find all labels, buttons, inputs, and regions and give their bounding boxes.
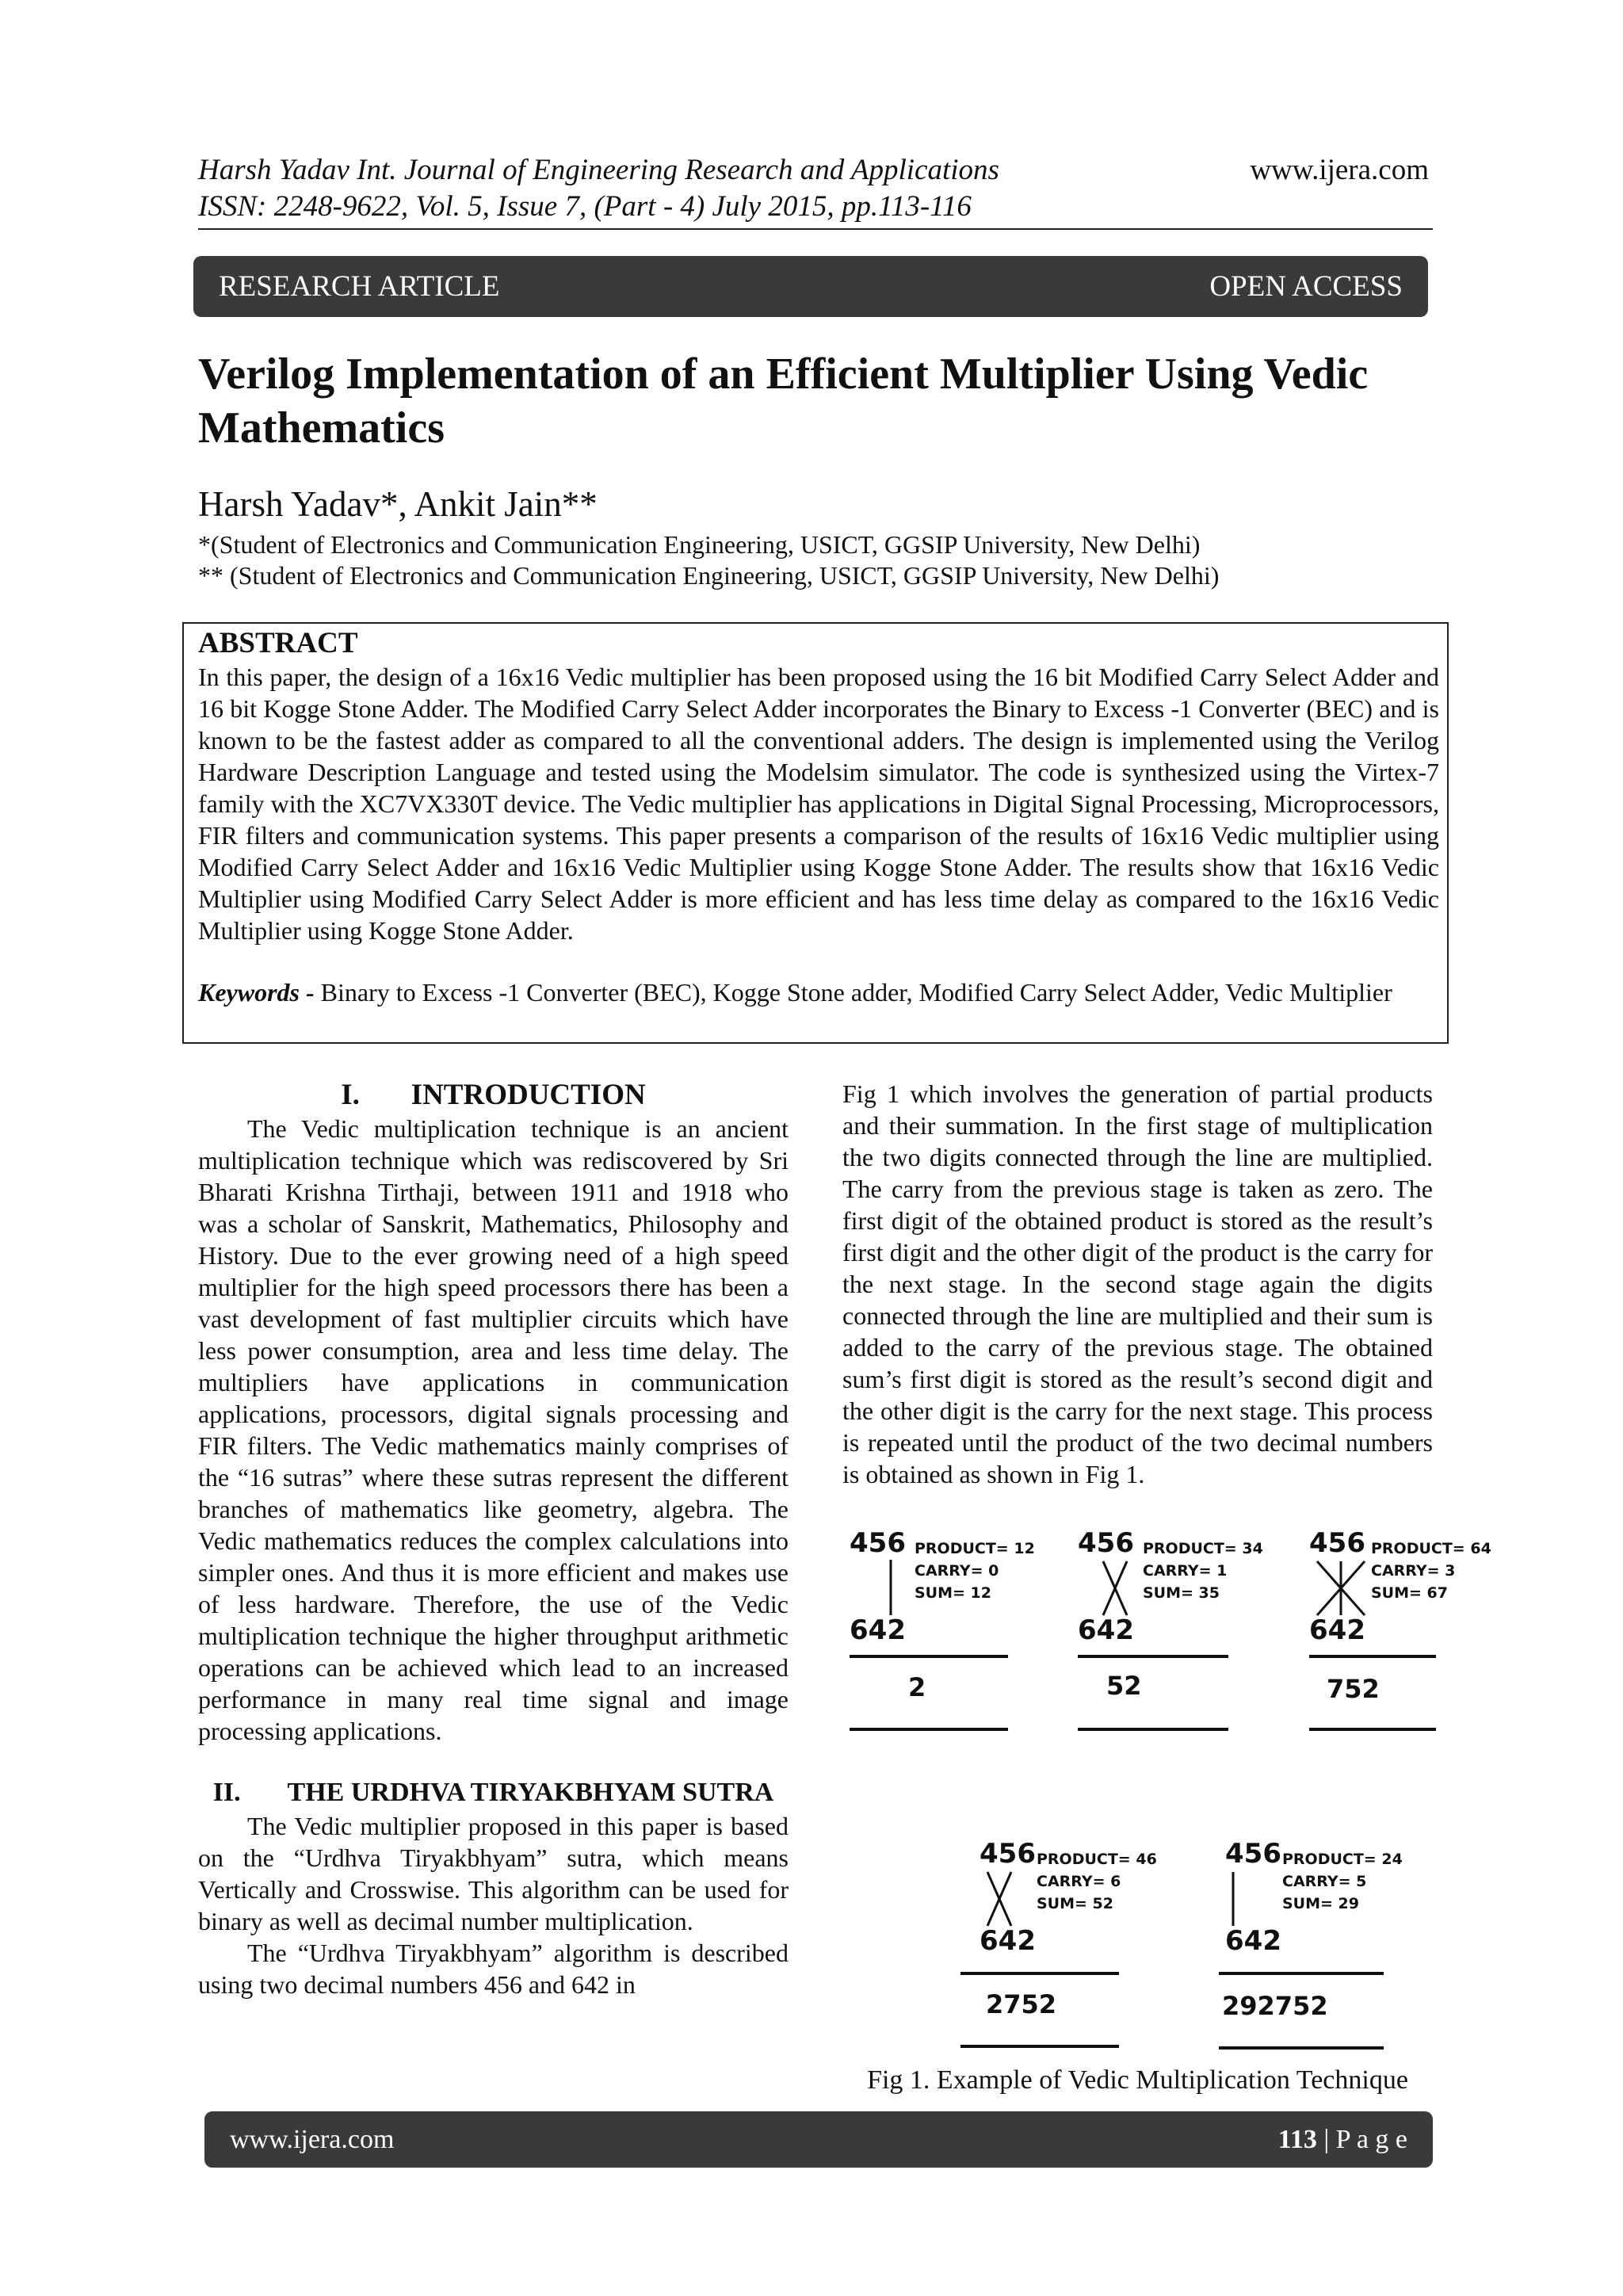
stage-4-sum: SUM= 52	[1037, 1895, 1113, 1912]
section-2-title: THE URDHVA TIRYAKBHYAM SUTRA	[287, 1778, 774, 1807]
authors: Harsh Yadav*, Ankit Jain**	[198, 484, 598, 524]
stage-2-product: PRODUCT= 34	[1143, 1540, 1263, 1557]
stage-4-top-number: 456	[980, 1838, 1036, 1870]
figure-stage-4	[960, 1838, 1157, 2046]
keywords	[198, 976, 1439, 1008]
stage-2-sum: SUM= 35	[1143, 1584, 1220, 1602]
journal-line-1: Harsh Yadav Int. Journal of Engineering Research and Applications	[198, 154, 999, 186]
stage-4-carry: CARRY= 6	[1037, 1873, 1121, 1890]
stage-1-top-number: 456	[850, 1527, 906, 1559]
left-column	[198, 1078, 789, 2000]
right-column	[842, 1078, 1433, 1490]
section-1-heading	[198, 1078, 789, 1113]
stage-5-result: 292752	[1222, 1991, 1328, 2021]
section-2-heading	[198, 1775, 789, 1810]
stage-5-sum: SUM= 29	[1282, 1895, 1359, 1912]
abstract-heading: ABSTRACT	[198, 627, 358, 659]
footer-page-number: 113	[1277, 2124, 1317, 2154]
stage-2-carry: CARRY= 1	[1143, 1562, 1228, 1580]
figure-stage-5	[1219, 1838, 1403, 2048]
footer-page-label: | P a g e	[1323, 2124, 1407, 2154]
stage-3-product: PRODUCT= 64	[1371, 1540, 1491, 1557]
header-rule	[198, 228, 1433, 230]
figure-stage-3	[1309, 1527, 1491, 1729]
stage-5-bottom-number: 642	[1225, 1925, 1281, 1957]
stage-3-top-number: 456	[1309, 1527, 1365, 1559]
page-footer	[204, 2111, 1433, 2168]
stage-4-result: 2752	[986, 1989, 1057, 2019]
banner-research-article: RESEARCH ARTICLE	[219, 270, 500, 303]
stage-1-result: 2	[908, 1672, 926, 1702]
stage-1-bottom-number: 642	[850, 1614, 906, 1646]
footer-website[interactable]: www.ijera.com	[230, 2124, 395, 2154]
abstract-text: In this paper, the design of a 16x16 Vedic multiplier has been proposed using the 16 bit Modified Carry Select Adder and 16 bit Kogge Stone Adder. The Modified Carry Select Adder incorporates the Binary to Excess -1 Converter (BEC) and is known to be the fastest adder as compared to all the conventional adders. The design is implemented using the Verilog Hardware Description Language and tested using the Modelsim simulator. The code is synthesized using the Virtex-7 family with the XC7VX330T device. The Vedic multiplier has applications in Digital Signal Processing, Microprocessors, FIR filters and communication systems. This paper presents a comparison of the results of 16x16 Vedic multiplier using Modified Carry Select Adder and 16x16 Vedic Multiplier using Kogge Stone Adder. The results show that 16x16 Vedic Multiplier using Modified Carry Select Adder is more efficient and has less time delay as compared to the 16x16 Vedic Multiplier using Kogge Stone Adder.	[198, 663, 1439, 945]
stage-1-sum: SUM= 12	[915, 1584, 991, 1602]
figure-stage-2	[1078, 1527, 1263, 1729]
stage-3-result: 752	[1327, 1674, 1380, 1704]
stage-5-top-number: 456	[1225, 1838, 1281, 1870]
keywords-label: Keywords -	[198, 978, 315, 1007]
stage-3-bottom-number: 642	[1309, 1614, 1365, 1646]
section-2-paragraph-1: The Vedic multiplier proposed in this paper is based on the “Urdhva Tiryakbhyam” sutra, which means Vertically and Crosswise. This algorithm can be used for binary as well as decimal number multiplication.	[198, 1812, 789, 1935]
figure-stage-1	[850, 1527, 1035, 1729]
section-1-text: The Vedic multiplication technique is an ancient multiplication technique which was rediscovered by Sri Bharati Krishna Tirthaji, between 1911 and 1918 who was a scholar of Sanskrit, Mathematics, Philosophy and History. Due to the ever growing need of a high speed multiplier for the high speed processors there has been a vast development of fast multiplier circuits which have less power consumption, area and less time delay. The multipliers have applications in communication applications, processors, digital signals processing and FIR filters. The Vedic mathematics mainly comprises of the “16 sutras” where these sutras represent the different branches of mathematics like geometry, algebra. The Vedic mathematics reduces the complex calculations into simpler ones. And thus it is more efficient and makes use of less hardware. Therefore, the use of the Vedic multiplication technique the higher throughput arithmetic operations can be achieved which lead to an increased performance in many real time signal and image processing applications.	[198, 1114, 789, 1745]
title-line-1: Verilog Implementation of an Efficient Multiplier Using Vedic	[198, 350, 1369, 399]
title-line-2: Mathematics	[198, 403, 445, 453]
stage-3-sum: SUM= 67	[1371, 1584, 1448, 1602]
stage-2-result: 52	[1106, 1671, 1142, 1701]
section-1-number: I.	[341, 1079, 360, 1111]
stage-3-carry: CARRY= 3	[1371, 1562, 1456, 1580]
vedic-multiplication-figure	[824, 1522, 1491, 2061]
stage-1-carry: CARRY= 0	[915, 1562, 999, 1580]
article-type-banner	[193, 256, 1428, 317]
section-1-title: INTRODUCTION	[411, 1079, 646, 1111]
stage-5-product: PRODUCT= 24	[1282, 1851, 1403, 1868]
paper-title	[198, 347, 1434, 455]
right-column-text: Fig 1 which involves the generation of partial products and their summation. In the first stage of multiplication the two digits connected through the line are multiplied. The carry from the previous stage is taken as zero. The first digit of the obtained product is stored as the result’s first digit and the other digit of the product is the carry for the next stage. In the second stage again the digits connected through the line are multiplied and their sum is added to the carry of the previous stage. The obtained sum’s first digit is stored as the result’s second digit and the other digit is the carry for the next stage. This process is repeated until the product of the two decimal numbers is obtained as shown in Fig 1.	[842, 1079, 1433, 1488]
stage-4-bottom-number: 642	[980, 1925, 1036, 1957]
stage-1-product: PRODUCT= 12	[915, 1540, 1035, 1557]
section-2-number: II.	[212, 1778, 241, 1807]
figure-1-caption: Fig 1. Example of Vedic Multiplication Technique	[867, 2065, 1408, 2095]
stage-5-carry: CARRY= 5	[1282, 1873, 1367, 1890]
journal-line-2: ISSN: 2248-9622, Vol. 5, Issue 7, (Part - 4) July 2015, pp.113-116	[198, 190, 972, 223]
footer-page-indicator	[1278, 2125, 1407, 2155]
stage-2-top-number: 456	[1078, 1527, 1134, 1559]
header-website[interactable]: www.ijera.com	[1250, 154, 1429, 186]
stage-2-bottom-number: 642	[1078, 1614, 1134, 1646]
banner-open-access: OPEN ACCESS	[1209, 270, 1403, 303]
affiliation-1: *(Student of Electronics and Communication Engineering, USICT, GGSIP University, New Delhi)	[198, 530, 1201, 559]
keywords-text: Binary to Excess -1 Converter (BEC), Kogge Stone adder, Modified Carry Select Adder, Vedic Multiplier	[320, 978, 1392, 1007]
section-2-paragraph-2: The “Urdhva Tiryakbhyam” algorithm is described using two decimal numbers 456 and 642 in	[198, 1939, 789, 1999]
journal-citation	[198, 152, 999, 225]
affiliation-2: ** (Student of Electronics and Communication Engineering, USICT, GGSIP University, New Delhi)	[198, 561, 1220, 590]
stage-4-product: PRODUCT= 46	[1037, 1851, 1157, 1868]
